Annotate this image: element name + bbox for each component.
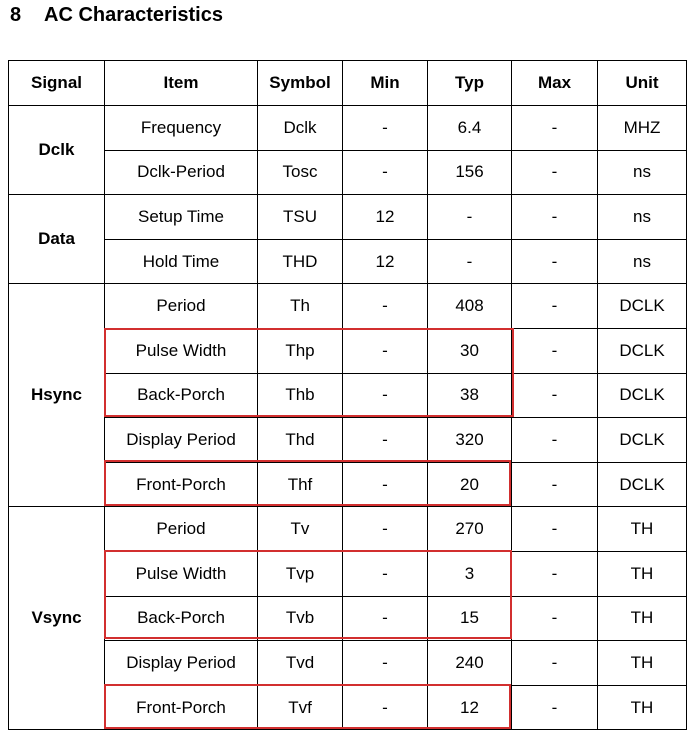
signal-cell-data: Data — [9, 195, 105, 284]
unit-cell: ns — [598, 150, 687, 195]
max-cell: - — [512, 462, 598, 507]
item-cell: Display Period — [105, 418, 258, 463]
table-row — [9, 106, 687, 151]
min-cell: - — [343, 328, 428, 373]
col-header-min: Min — [343, 61, 428, 106]
table-row — [9, 150, 687, 195]
table-row — [9, 373, 687, 418]
header-row — [9, 61, 687, 106]
min-cell: - — [343, 462, 428, 507]
max-cell: - — [512, 106, 598, 151]
ac-characteristics-table — [8, 60, 687, 730]
min-cell: - — [343, 685, 428, 730]
col-header-symbol: Symbol — [258, 61, 343, 106]
table-row — [9, 551, 687, 596]
typ-cell: 408 — [428, 284, 512, 329]
symbol-cell: Dclk — [258, 106, 343, 151]
symbol-cell: TSU — [258, 195, 343, 240]
typ-cell: 38 — [428, 373, 512, 418]
min-cell: - — [343, 551, 428, 596]
symbol-cell: Thd — [258, 418, 343, 463]
max-cell: - — [512, 418, 598, 463]
item-cell: Hold Time — [105, 239, 258, 284]
typ-cell: 15 — [428, 596, 512, 641]
table-row — [9, 418, 687, 463]
max-cell: - — [512, 507, 598, 552]
table-row — [9, 641, 687, 686]
table-row — [9, 195, 687, 240]
table-row — [9, 239, 687, 284]
item-cell: Period — [105, 507, 258, 552]
table-row — [9, 462, 687, 507]
col-header-item: Item — [105, 61, 258, 106]
item-cell: Pulse Width — [105, 328, 258, 373]
signal-cell-dclk: Dclk — [9, 106, 105, 195]
col-header-unit: Unit — [598, 61, 687, 106]
min-cell: - — [343, 507, 428, 552]
typ-cell: 240 — [428, 641, 512, 686]
max-cell: - — [512, 685, 598, 730]
unit-cell: TH — [598, 685, 687, 730]
col-header-typ: Typ — [428, 61, 512, 106]
symbol-cell: Tv — [258, 507, 343, 552]
max-cell: - — [512, 641, 598, 686]
signal-cell-hsync: Hsync — [9, 284, 105, 507]
typ-cell: - — [428, 239, 512, 284]
unit-cell: DCLK — [598, 418, 687, 463]
col-header-max: Max — [512, 61, 598, 106]
typ-cell: 6.4 — [428, 106, 512, 151]
min-cell: - — [343, 641, 428, 686]
min-cell: - — [343, 284, 428, 329]
unit-cell: MHZ — [598, 106, 687, 151]
table-row — [9, 284, 687, 329]
max-cell: - — [512, 328, 598, 373]
typ-cell: 156 — [428, 150, 512, 195]
max-cell: - — [512, 596, 598, 641]
symbol-cell: Thf — [258, 462, 343, 507]
symbol-cell: Tvb — [258, 596, 343, 641]
symbol-cell: Thp — [258, 328, 343, 373]
max-cell: - — [512, 150, 598, 195]
section-heading — [10, 0, 223, 30]
typ-cell: 20 — [428, 462, 512, 507]
unit-cell: TH — [598, 507, 687, 552]
typ-cell: - — [428, 195, 512, 240]
item-cell: Period — [105, 284, 258, 329]
max-cell: - — [512, 373, 598, 418]
item-cell: Front-Porch — [105, 685, 258, 730]
item-cell: Frequency — [105, 106, 258, 151]
max-cell: - — [512, 551, 598, 596]
table-row — [9, 596, 687, 641]
typ-cell: 3 — [428, 551, 512, 596]
symbol-cell: Thb — [258, 373, 343, 418]
min-cell: - — [343, 150, 428, 195]
unit-cell: DCLK — [598, 373, 687, 418]
typ-cell: 30 — [428, 328, 512, 373]
min-cell: - — [343, 373, 428, 418]
unit-cell: TH — [598, 551, 687, 596]
max-cell: - — [512, 284, 598, 329]
min-cell: - — [343, 596, 428, 641]
table-row — [9, 328, 687, 373]
typ-cell: 12 — [428, 685, 512, 730]
signal-cell-vsync: Vsync — [9, 507, 105, 730]
max-cell: - — [512, 239, 598, 284]
symbol-cell: Tvd — [258, 641, 343, 686]
unit-cell: TH — [598, 641, 687, 686]
unit-cell: DCLK — [598, 462, 687, 507]
min-cell: 12 — [343, 239, 428, 284]
section-number: 8 — [10, 4, 22, 26]
min-cell: - — [343, 106, 428, 151]
unit-cell: TH — [598, 596, 687, 641]
table-row — [9, 507, 687, 552]
item-cell: Back-Porch — [105, 596, 258, 641]
item-cell: Back-Porch — [105, 373, 258, 418]
symbol-cell: Tvp — [258, 551, 343, 596]
table-row — [9, 685, 687, 730]
unit-cell: DCLK — [598, 284, 687, 329]
symbol-cell: Tvf — [258, 685, 343, 730]
typ-cell: 270 — [428, 507, 512, 552]
unit-cell: DCLK — [598, 328, 687, 373]
item-cell: Display Period — [105, 641, 258, 686]
symbol-cell: Th — [258, 284, 343, 329]
min-cell: - — [343, 418, 428, 463]
symbol-cell: Tosc — [258, 150, 343, 195]
item-cell: Setup Time — [105, 195, 258, 240]
item-cell: Pulse Width — [105, 551, 258, 596]
symbol-cell: THD — [258, 239, 343, 284]
item-cell: Dclk-Period — [105, 150, 258, 195]
unit-cell: ns — [598, 195, 687, 240]
typ-cell: 320 — [428, 418, 512, 463]
section-title: AC Characteristics — [44, 4, 223, 26]
item-cell: Front-Porch — [105, 462, 258, 507]
max-cell: - — [512, 195, 598, 240]
table-body — [9, 106, 687, 730]
unit-cell: ns — [598, 239, 687, 284]
col-header-signal: Signal — [9, 61, 105, 106]
min-cell: 12 — [343, 195, 428, 240]
